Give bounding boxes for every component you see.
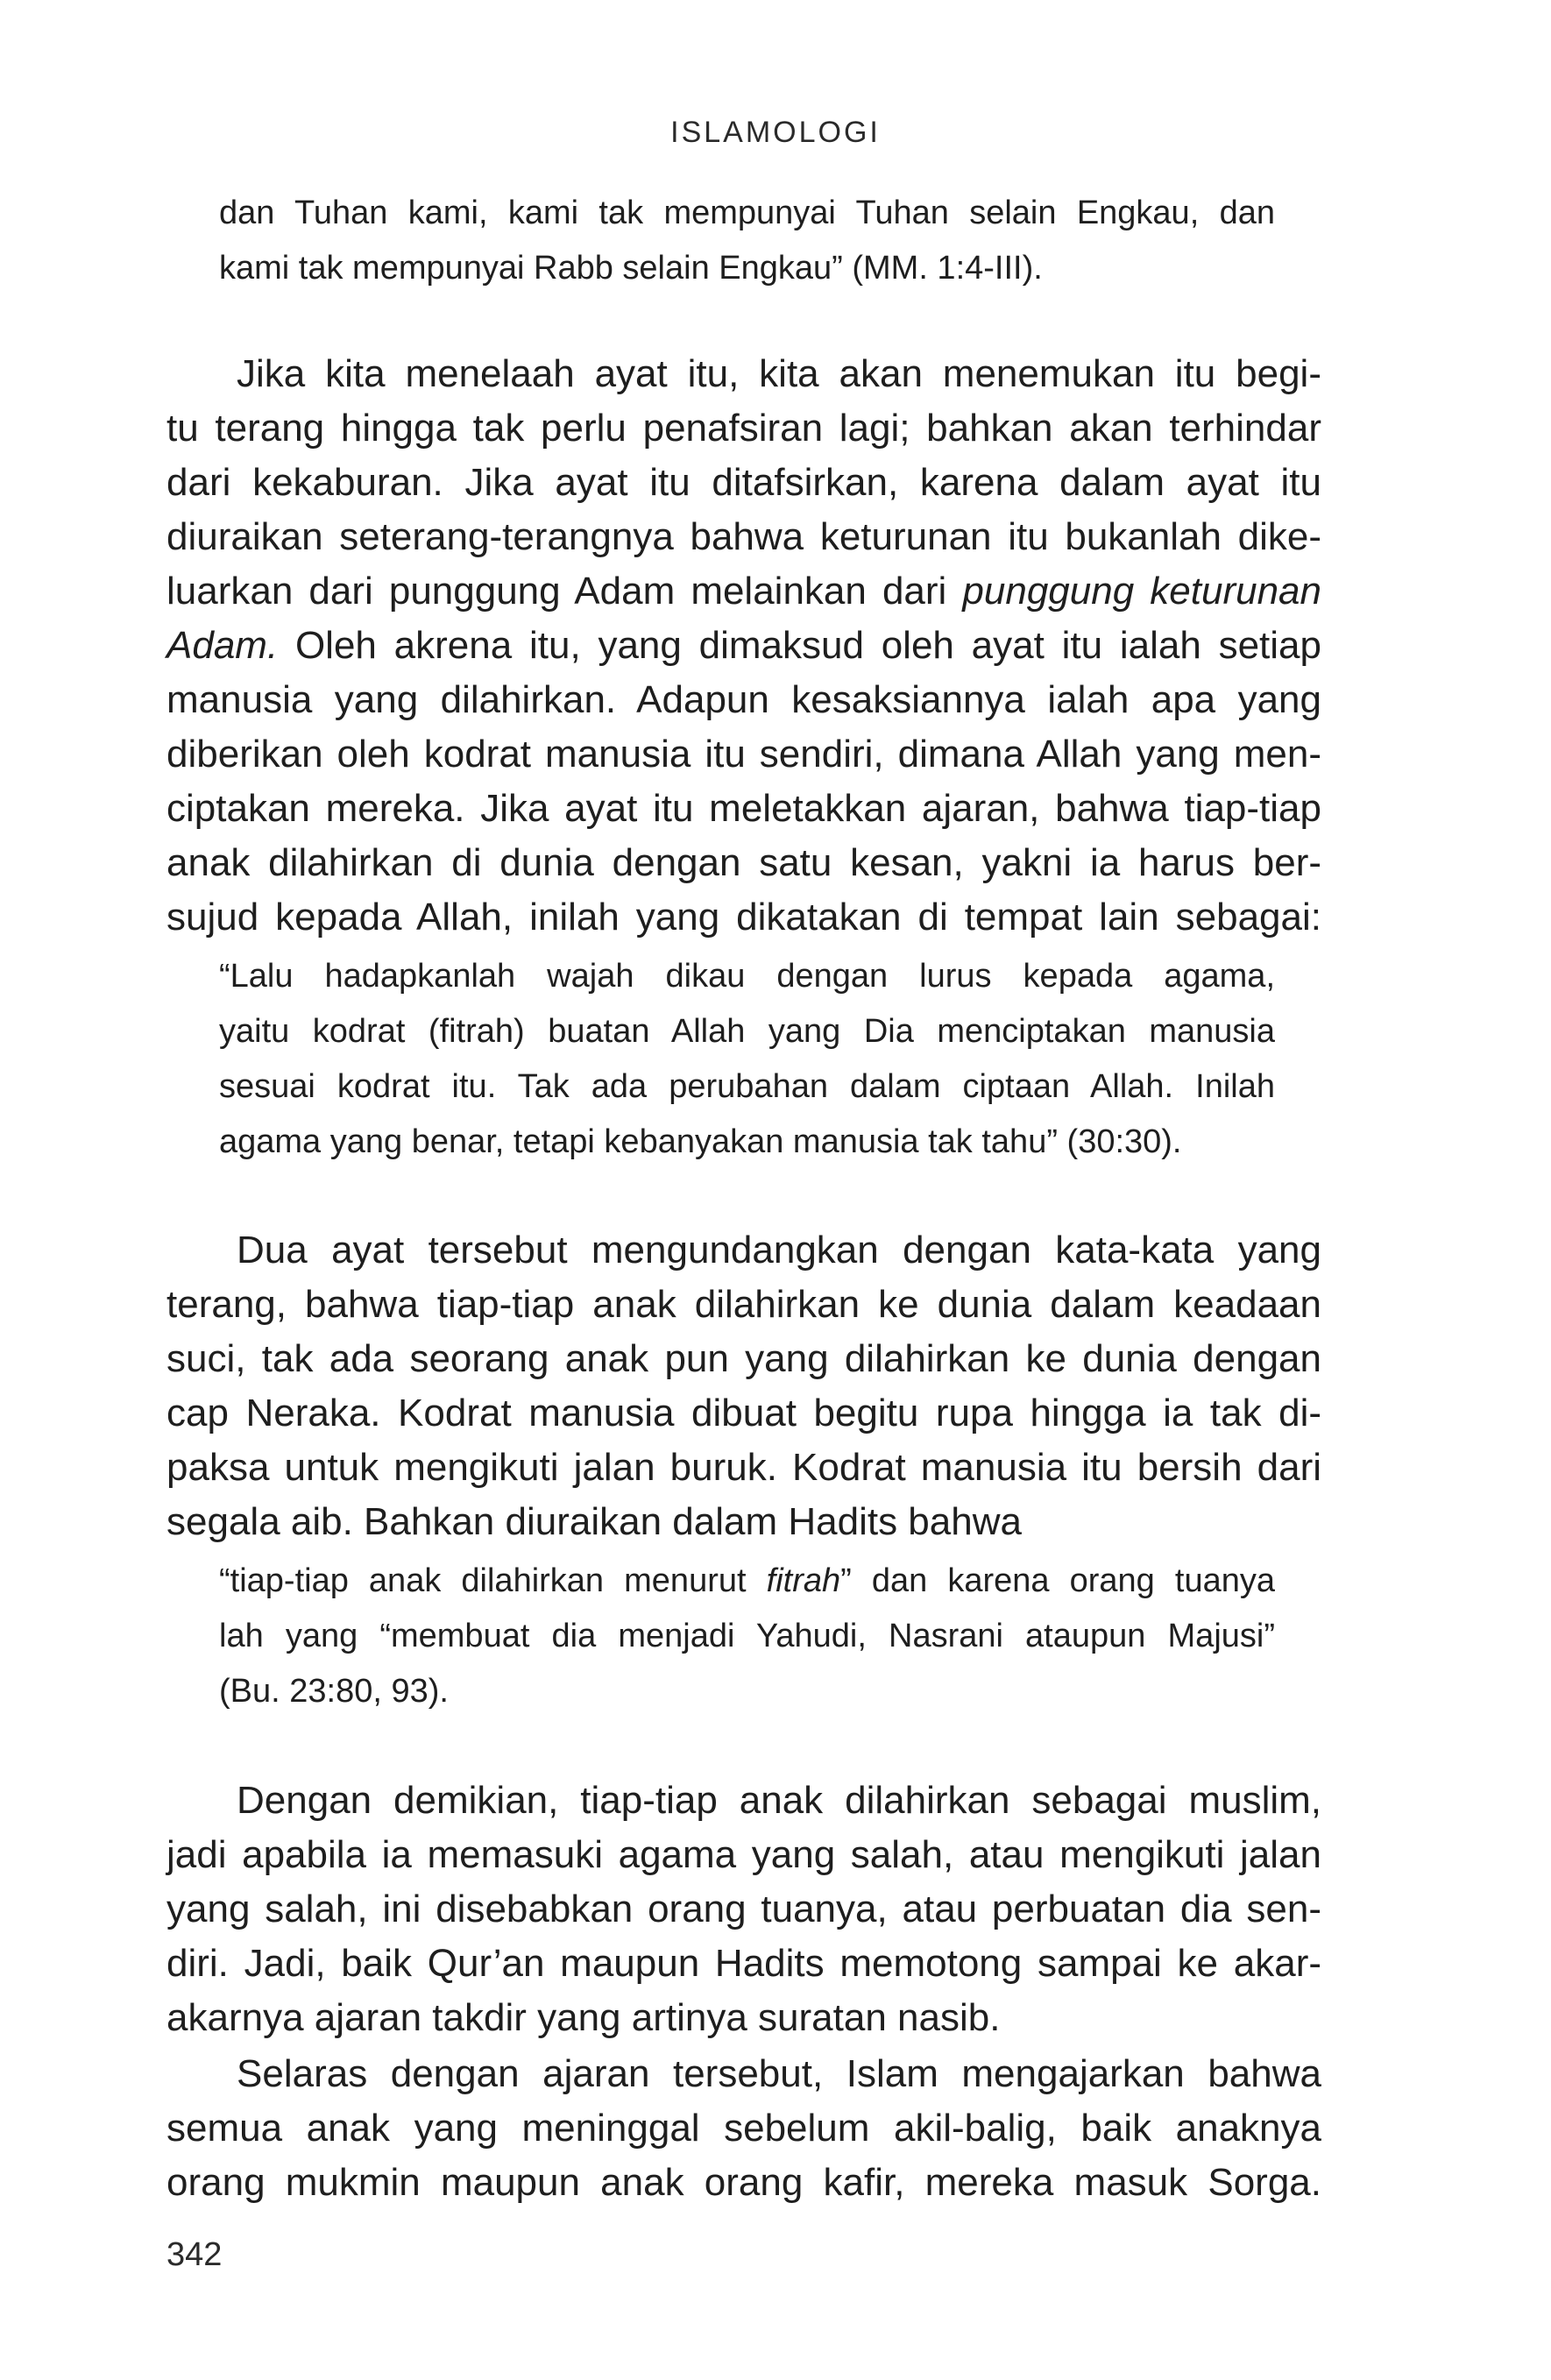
body-line: dari kekaburan. Jika ayat itu ditafsirkan, karena dalam ayat itu — [166, 461, 1321, 504]
text-run: “tiap-tiap anak dilahirkan menurut — [219, 1562, 747, 1599]
body-line: anak dilahirkan di dunia dengan satu kesan, yakni ia harus ber- — [166, 841, 1321, 884]
body-line: manusia yang dilahirkan. Adapun kesaksiannya ialah apa yang — [166, 678, 1321, 721]
body-line: Selaras dengan ajaran tersebut, Islam mengajarkan bahwa — [237, 2052, 1321, 2095]
italic-text: Adam. — [166, 624, 279, 667]
body-line: diri. Jadi, baik Qur’an maupun Hadits memotong sampai ke akar- — [166, 1942, 1321, 1985]
italic-text: fitrah — [766, 1562, 841, 1599]
body-line: Dua ayat tersebut mengundangkan dengan kata-kata yang — [237, 1229, 1321, 1271]
body-line — [166, 624, 1321, 668]
body-line: Jika kita menelaah ayat itu, kita akan menemukan itu begi- — [237, 352, 1321, 395]
quote-line: sesuai kodrat itu. Tak ada perubahan dalam ciptaan Allah. Inilah — [219, 1068, 1275, 1105]
quote-line: (Bu. 23:80, 93). — [219, 1673, 449, 1710]
quote-line: kami tak mempunyai Rabb selain Engkau” (MM. 1:4-III). — [219, 250, 1043, 287]
quote-line: lah yang “membuat dia menjadi Yahudi, Nasrani ataupun Majusi” — [219, 1618, 1275, 1654]
quote-line — [219, 1562, 1275, 1600]
quote-line: “Lalu hadapkanlah wajah dikau dengan lurus kepada agama, — [219, 958, 1275, 995]
quote-line: dan Tuhan kami, kami tak mempunyai Tuhan selain Engkau, dan — [219, 195, 1275, 231]
page-number: 342 — [166, 2236, 223, 2273]
body-line: akarnya ajaran takdir yang artinya suratan nasib. — [166, 1996, 1001, 2039]
body-line: tu terang hingga tak perlu penafsiran lagi; bahkan akan terhindar — [166, 407, 1321, 450]
text-run: Oleh akrena itu, yang dimaksud oleh ayat itu ialah setiap — [294, 624, 1321, 667]
text-run: luarkan dari punggung Adam melainkan dari — [166, 570, 947, 613]
body-line: segala aib. Bahkan diuraikan dalam Hadits bahwa — [166, 1500, 1022, 1543]
body-line: diberikan oleh kodrat manusia itu sendiri, dimana Allah yang men- — [166, 733, 1321, 776]
body-line: orang mukmin maupun anak orang kafir, mereka masuk Sorga. — [166, 2161, 1321, 2204]
quote-line: yaitu kodrat (fitrah) buatan Allah yang Dia menciptakan manusia — [219, 1013, 1275, 1050]
body-line: diuraikan seterang-terangnya bahwa keturunan itu bukanlah dike- — [166, 515, 1321, 558]
quote-line: agama yang benar, tetapi kebanyakan manusia tak tahu” (30:30). — [219, 1123, 1182, 1160]
text-run: ” dan karena orang tuanya — [840, 1562, 1275, 1599]
body-line: jadi apabila ia memasuki agama yang salah, atau mengikuti jalan — [166, 1833, 1321, 1876]
body-line: paksa untuk mengikuti jalan buruk. Kodrat manusia itu bersih dari — [166, 1446, 1321, 1489]
body-line: yang salah, ini disebabkan orang tuanya, atau perbuatan dia sen- — [166, 1888, 1321, 1930]
body-line: sujud kepada Allah, inilah yang dikatakan di tempat lain sebagai: — [166, 896, 1321, 939]
running-head: ISLAMOLOGI — [670, 116, 881, 149]
italic-text: punggung keturunan — [962, 570, 1321, 613]
body-line: cap Neraka. Kodrat manusia dibuat begitu rupa hingga ia tak di- — [166, 1392, 1321, 1434]
body-line: semua anak yang meninggal sebelum akil-balig, baik anaknya — [166, 2107, 1321, 2150]
body-line: ciptakan mereka. Jika ayat itu meletakkan ajaran, bahwa tiap-tiap — [166, 787, 1321, 830]
body-line: Dengan demikian, tiap-tiap anak dilahirkan sebagai muslim, — [237, 1779, 1321, 1822]
body-line: terang, bahwa tiap-tiap anak dilahirkan ke dunia dalam keadaan — [166, 1283, 1321, 1326]
body-line: suci, tak ada seorang anak pun yang dilahirkan ke dunia dengan — [166, 1337, 1321, 1380]
body-line — [166, 570, 1321, 613]
